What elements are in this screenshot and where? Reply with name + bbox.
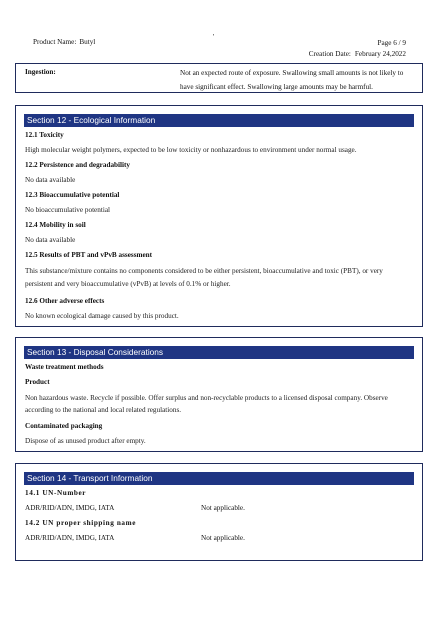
un-number-row-label: ADR/RID/ADN, IMDG, IATA bbox=[25, 504, 115, 512]
section-13-content bbox=[25, 362, 412, 446]
section-14 bbox=[15, 463, 423, 561]
product-name bbox=[33, 38, 95, 46]
product-text: Non hazardous waste. Recycle if possible. Offer surplus and non-recyclable products to a licensed disposal company. Observe according to the national and local related regulations. bbox=[25, 394, 388, 414]
un-number-heading: 14.1 UN-Number bbox=[25, 489, 87, 497]
packaging-heading: Contaminated packaging bbox=[25, 422, 103, 430]
un-number-row bbox=[25, 503, 412, 513]
section-12 bbox=[15, 105, 423, 327]
section-13-title: Section 13 - Disposal Considerations bbox=[24, 346, 414, 359]
ingestion-box bbox=[15, 63, 423, 93]
product-name-label: Product Name: bbox=[33, 38, 77, 46]
shipping-row-value: Not applicable. bbox=[201, 534, 245, 542]
product-heading: Product bbox=[25, 378, 50, 386]
persistence-text: No data available bbox=[25, 176, 76, 184]
section-12-content bbox=[25, 130, 412, 321]
pbt-text: This substance/mixture contains no components considered to be either persistent, bioaccumulative and toxic (PBT), or very persistent and very bioaccumulative (vPvB) at levels of 0.1% or higher. bbox=[25, 267, 383, 288]
bioaccumulative-text: No bioaccumulative potential bbox=[25, 206, 111, 214]
creation-date-value: February 24,2022 bbox=[354, 49, 406, 58]
ingestion-text: Not an expected route of exposure. Swallowing small amounts is not likely to have significant effect. Swallowing large amounts may be harmful. bbox=[180, 69, 404, 91]
shipping-row-label: ADR/RID/ADN, IMDG, IATA bbox=[25, 534, 115, 542]
section-12-title: Section 12 - Ecological Information bbox=[24, 114, 414, 127]
ingestion-label: Ingestion: bbox=[25, 68, 56, 76]
other-effects-heading: 12.6 Other adverse effects bbox=[25, 297, 105, 305]
waste-heading: Waste treatment methods bbox=[25, 363, 104, 371]
mobility-heading: 12.4 Mobility in soil bbox=[25, 221, 86, 229]
header-mark: ' bbox=[213, 33, 215, 41]
section-14-content bbox=[25, 488, 412, 543]
creation-date bbox=[309, 49, 406, 60]
shipping-heading: 14.2 UN proper shipping name bbox=[25, 519, 136, 527]
product-name-value: Butyl bbox=[79, 38, 96, 46]
pbt-heading: 12.5 Results of PBT and vPvB assessment bbox=[25, 251, 153, 259]
section-14-title: Section 14 - Transport Information bbox=[24, 472, 414, 485]
header-meta bbox=[309, 38, 406, 59]
persistence-heading: 12.2 Persistence and degradability bbox=[25, 161, 131, 169]
bioaccumulative-heading: 12.3 Bioaccumulative potential bbox=[25, 191, 120, 199]
other-effects-text: No known ecological damage caused by this product. bbox=[25, 312, 179, 320]
creation-date-label: Creation Date: bbox=[308, 49, 351, 58]
un-number-row-value: Not applicable. bbox=[201, 504, 245, 512]
packaging-text: Dispose of as unused product after empty. bbox=[25, 437, 146, 445]
toxicity-text: High molecular weight polymers, expected to be low toxicity or nonhazardous to environment under normal usage. bbox=[25, 146, 357, 154]
page-number: Page 6 / 9 bbox=[377, 39, 406, 47]
section-13 bbox=[15, 337, 423, 452]
toxicity-heading: 12.1 Toxicity bbox=[25, 131, 64, 139]
mobility-text: No data available bbox=[25, 236, 76, 244]
shipping-row bbox=[25, 533, 412, 543]
